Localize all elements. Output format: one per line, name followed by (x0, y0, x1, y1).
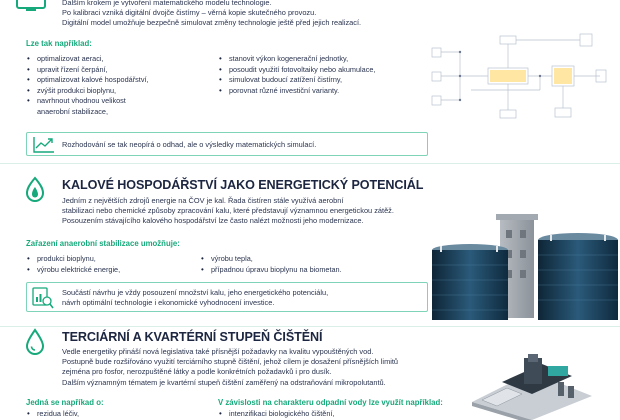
intro-line: Jedním z největších zdrojů energie na ČOV je kal. Řada čistíren stále využívá aerobní (62, 196, 344, 205)
process-diagram-illustration (430, 30, 610, 125)
section1-left-list (26, 54, 149, 118)
intro-line: Dalším krokem je vytvoření matematického modelu technologie. (62, 0, 272, 7)
section2-subheading: Zařazení anaerobní stabilizace umožňuje: (26, 239, 180, 248)
list-item: • případnou úpravu bioplynu na biometan. (200, 265, 342, 276)
list-item: • posoudit využití fotovoltaiky nebo akumulace, (218, 65, 375, 76)
section3-right-subheading: V závislosti na charakteru odpadní vody lze využít například: (218, 398, 443, 407)
list-item: • rezidua léčiv, (26, 409, 79, 420)
intro-line: Po kalibraci vzniká digitální dvojče čistírny – věrná kopie skutečného provozu. (62, 8, 317, 18)
section2-right-list (200, 254, 342, 275)
list-item: • navrhnout vhodnou velikost (26, 96, 149, 107)
list-item: • výrobu elektrické energie, (26, 265, 120, 276)
list-item: • simulovat budoucí zatížení čistírny, (218, 75, 375, 86)
section3-intro (62, 347, 398, 388)
list-item: • optimalizovat kalové hospodářství, (26, 75, 149, 86)
chart-line-icon (33, 136, 55, 153)
section3-left-subheading: Jedná se napříkad o: (26, 398, 104, 407)
intro-line: Postupně bude rozšiřováno využití terciárního stupně čištění, jehož cílem je dosažení přísnějších limitů (62, 357, 399, 367)
section1-right-list (218, 54, 375, 96)
info-box-text: Součástí návrhu je vždy posouzení množství kalu, jeho energetického potenciálu, návrh optimální technologie i ekonomické vyhodnocení investice. (62, 288, 329, 308)
magnifier-chart-icon (32, 287, 54, 309)
list-item: • intenzifikaci biologického čištění, (218, 409, 334, 420)
list-item: • stanovit výkon kogenerační jednotky, (218, 54, 375, 65)
intro-line: Digitální model umožňuje bezpečně simulovat změny technologie ještě před jejich realizací. (62, 18, 362, 28)
treatment-unit-illustration (462, 352, 602, 420)
list-item: • zvýšit produkci bioplynu, (26, 86, 149, 97)
digester-tanks-photo (430, 210, 620, 322)
intro-line: Vedle energetiky přináší nová legislativa také přísnější požadavky na kvalitu vypouštěných vod. (62, 347, 374, 356)
list-item: • optimalizovat aeraci, (26, 54, 149, 65)
section2-left-list (26, 254, 120, 275)
list-item: • upravit řízení čerpání, (26, 65, 149, 76)
section2-heading: KALOVÉ HOSPODÁŘSTVÍ JAKO ENERGETICKÝ POTENCIÁL (62, 178, 424, 192)
section-divider (0, 326, 620, 327)
intro-line: Dalším významným tématem je kvartérní stupeň čištění zaměřený na odstraňování mikropolutantů. (62, 377, 386, 387)
section3-right-list (218, 409, 334, 420)
list-item: • produkci bioplynu, (26, 254, 120, 265)
intro-line: stabilizaci nebo chemické způsoby zpracování kalu, které představují významnou energetickou zátěž. (62, 206, 394, 216)
list-item-continued: anaerobní stabilizace, (37, 106, 108, 116)
section1-subheading: Lze tak například: (26, 39, 92, 48)
flame-drop-icon (22, 176, 48, 202)
info-box-text: Rozhodování se tak neopírá o odhad, ale o výsledky matematických simulací. (62, 140, 317, 149)
info-box-simulation (26, 132, 428, 156)
section3-left-list (26, 409, 79, 420)
section2-intro (62, 196, 394, 227)
monitor-icon (14, 0, 48, 14)
intro-line: Posouzením stávajícího kalového hospodářství lze často nalézt možnosti jeho modernizace. (62, 216, 364, 226)
water-drop-icon (22, 328, 48, 356)
intro-line: zejména pro fosfor, nerozpuštěné látky a podle konkrétních požadavků i pro dusík. (62, 367, 332, 377)
section1-intro (62, 0, 361, 29)
list-item: • porovnat různé investiční varianty. (218, 86, 375, 97)
list-item: • výrobu tepla, (200, 254, 342, 265)
info-box-investment (26, 282, 428, 312)
section-divider (0, 163, 620, 164)
section3-heading: TERCIÁRNÍ A KVARTÉRNÍ STUPEŇ ČIŠTĚNÍ (62, 330, 323, 344)
